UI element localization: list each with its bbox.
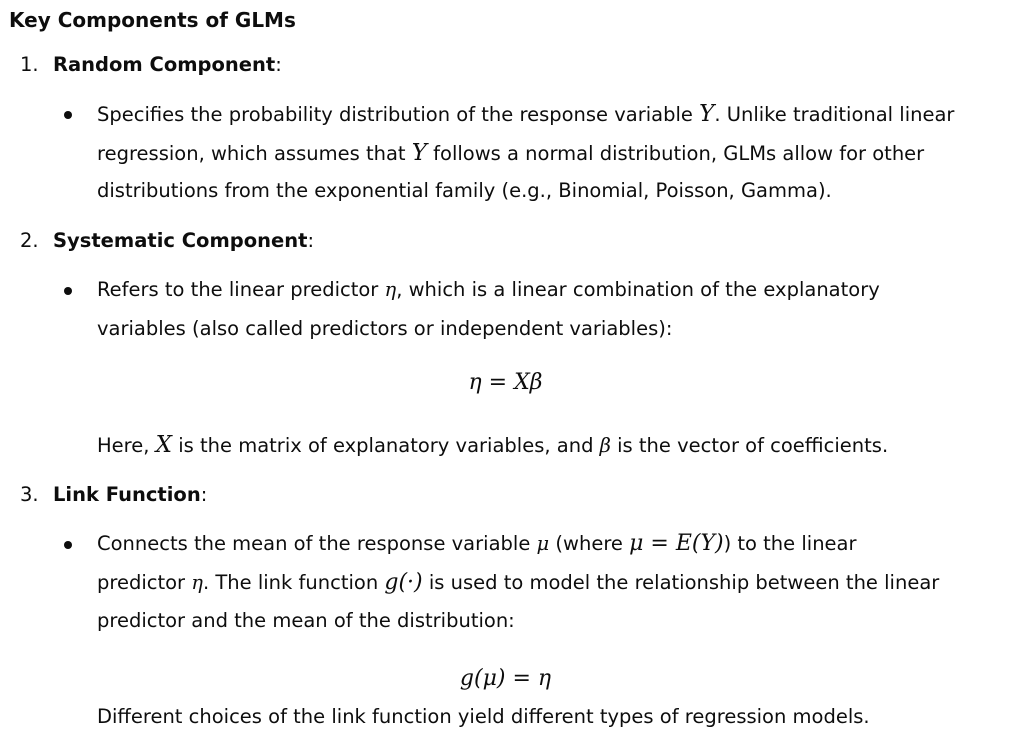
list-number: 3. — [20, 483, 39, 506]
section-title: Key Components of GLMs — [9, 8, 296, 32]
list-number: 2. — [20, 229, 39, 252]
paragraph-line: distributions from the exponential family (e.g., Binomial, Poisson, Gamma). — [97, 179, 832, 202]
equation: η = Xβ — [468, 370, 543, 395]
paragraph-line: variables (also called predictors or independent variables): — [97, 317, 673, 340]
bullet-icon — [64, 287, 72, 295]
list-item-heading-3: 3. Link Function: — [20, 481, 207, 509]
paragraph-line: predictor η. The link function g(·) is used to model the relationship between the linear — [97, 570, 940, 595]
bullet-icon — [64, 541, 72, 549]
list-heading: Systematic Component — [53, 229, 308, 252]
paragraph-line: Here, X is the matrix of explanatory variables, and β is the vector of coefficients. — [97, 432, 889, 458]
equation: g(μ) = η — [459, 666, 552, 691]
list-heading: Random Component — [53, 53, 276, 76]
paragraph-line: Different choices of the link function yield different types of regression models. — [97, 705, 870, 728]
paragraph-line: Specifies the probability distribution of the response variable Y. Unlike traditional linear — [97, 101, 955, 127]
paragraph-line: predictor and the mean of the distribution: — [97, 609, 515, 632]
list-number: 1. — [20, 53, 39, 76]
paragraph-line: Connects the mean of the response variable μ (where μ = E(Y)) to the linear — [97, 531, 857, 556]
list-item-heading-1: 1. Random Component: — [20, 51, 282, 79]
paragraph-line: Refers to the linear predictor η, which is a linear combination of the explanatory — [97, 278, 880, 301]
list-heading: Link Function — [53, 483, 201, 506]
paragraph-line: regression, which assumes that Y follows a normal distribution, GLMs allow for other — [97, 140, 925, 166]
bullet-icon — [64, 111, 72, 119]
list-item-heading-2: 2. Systematic Component: — [20, 227, 314, 255]
